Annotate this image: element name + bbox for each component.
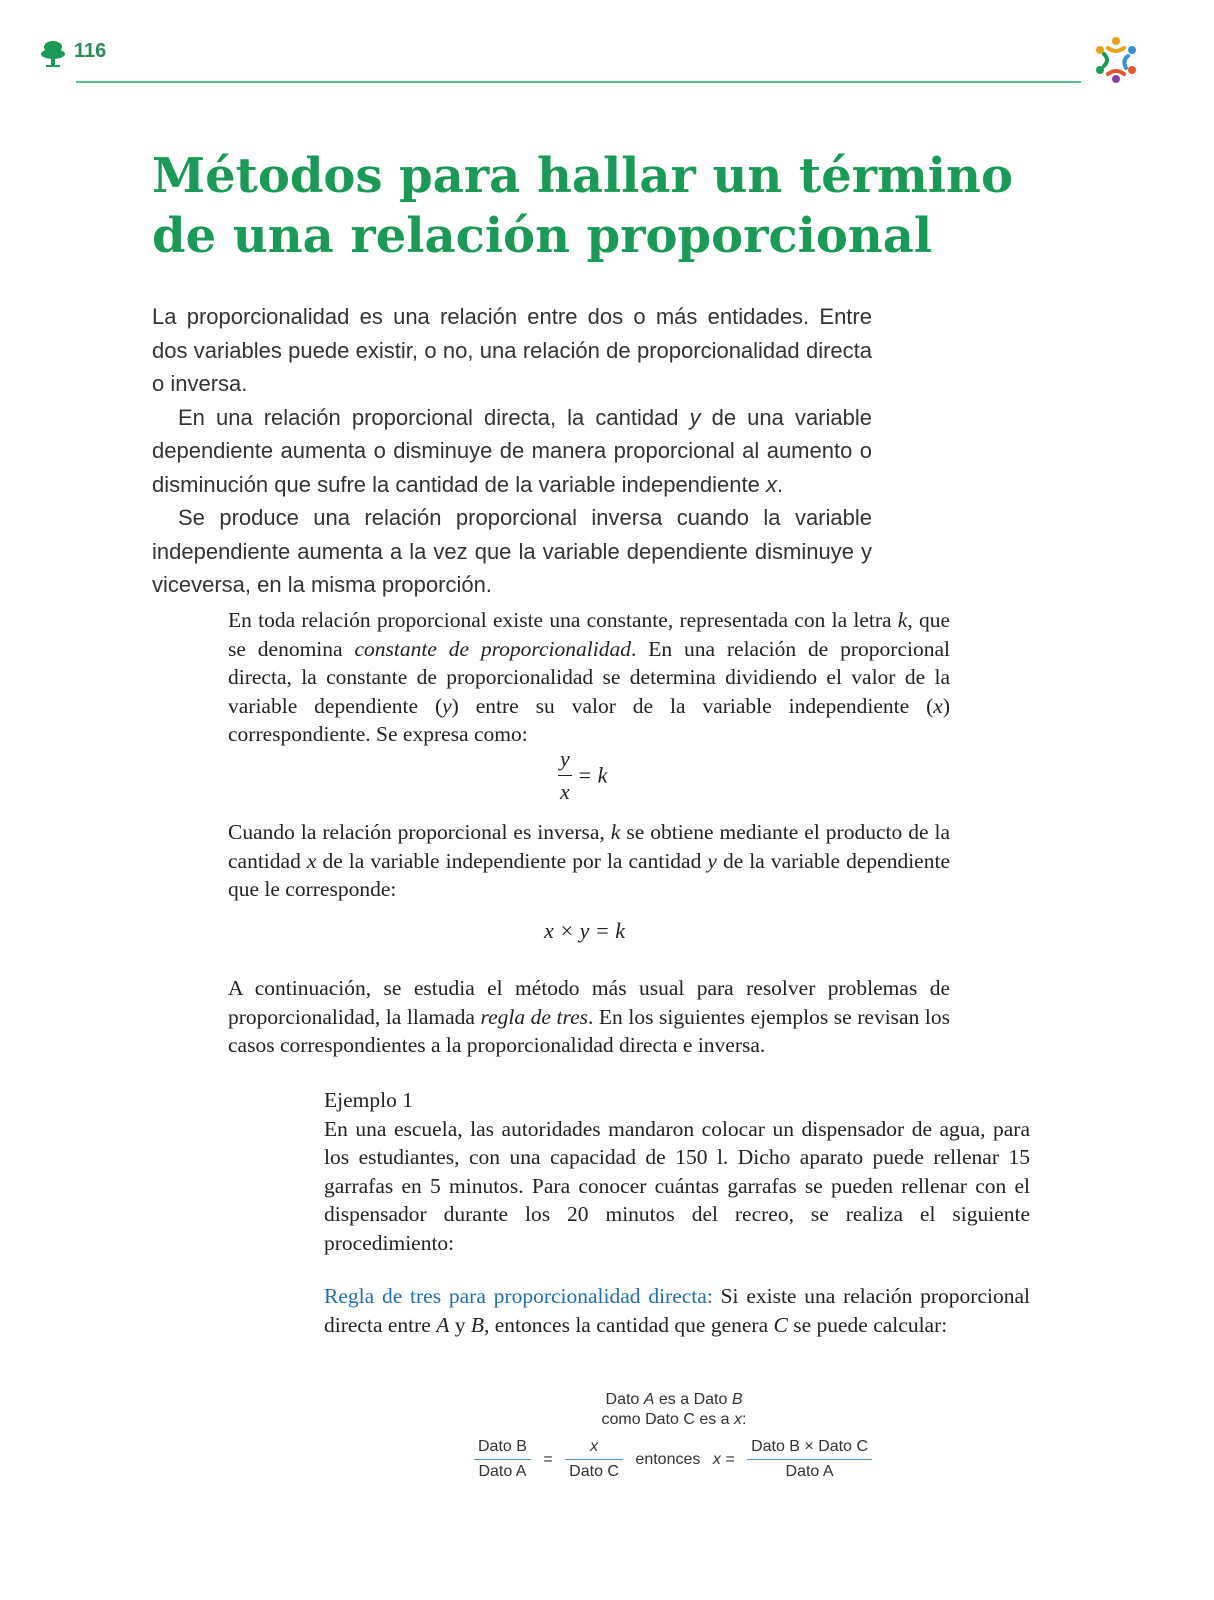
ratio-b-over-a: $\frac{\text{Dato B}}{\text{Dato A}}$ <box>474 1438 531 1481</box>
example-1 <box>324 1086 1030 1257</box>
direct-constant-formula: $\frac{y}{x}$ = k <box>560 746 608 804</box>
intro-paragraph-2: En una relación proporcional directa, la cantidad y de una variable dependiente aumenta o disminuye de manera proporcional al aumento o disminución que sufre la cantidad de la variable independiente x. <box>152 404 872 497</box>
intro-paragraph-3: Se produce una relación proporcional inversa cuando la variable independiente aumenta a la vez que la variable dependiente disminuye y viceversa, en la misma proporción. <box>152 505 872 597</box>
product-over-a: $\frac{\text{Dato B × Dato C}}{\text{Dato A}}$ <box>747 1438 872 1481</box>
figures-circle-logo-icon <box>1088 32 1144 88</box>
method-paragraph: A continuación, se estudia el método más usual para resolver problemas de proporcionalidad, la llamada regla de tres. En los siguientes ejemplos se revisan los casos correspondientes a la proporcionalidad directa e inversa. <box>228 976 950 1057</box>
example-heading: Ejemplo 1 <box>324 1088 413 1112</box>
title-line-1: Métodos para hallar un término <box>152 148 1013 204</box>
rule-of-three-formula: $\frac{\text{Dato B}}{\text{Dato A}}$ = $\frac{x}{\text{Dato C}}$ entonces x = $\frac{\text{Dato B × Dato C}}{\text{Dato A}}$ <box>474 1438 872 1481</box>
example-body: En una escuela, las autoridades mandaron colocar un dispensador de agua, para los estudiantes, con una capacidad de 150 l. Dicho aparato puede rellenar 15 garrafas en 5 minutos. Para conocer cuántas garrafas se pueden rellenar con el dispensador durante los 20 minutos del recreo, se realiza el siguiente procedimiento: <box>324 1116 1030 1255</box>
intro-paragraph-1: La proporcionalidad es una relación entre dos o más entidades. Entre dos variables puede existir, o no, una relación de proporcionalidad directa o inversa. <box>152 304 872 396</box>
rule-caption: Dato A es a Dato B como Dato C es a x: <box>601 1391 747 1428</box>
direct-rule-paragraph: Regla de tres para proporcionalidad directa: Si existe una relación proporcional directa entre A y B, entonces la cantidad que genera C se puede calcular: <box>324 1284 1030 1337</box>
header-rule <box>76 81 1081 83</box>
page-number: 116 <box>74 40 107 62</box>
tree-icon <box>40 38 66 68</box>
inverse-paragraph: Cuando la relación proporcional es inversa, k se obtiene mediante el producto de la cantidad x de la variable independiente por la cantidad y de la variable dependiente que le corresponde: <box>228 820 951 901</box>
ratio-x-over-c: $\frac{x}{\text{Dato C}}$ <box>565 1438 623 1481</box>
title-line-2: de una relación proporcional <box>152 208 933 264</box>
constant-paragraph: En toda relación proporcional existe una constante, representada con la letra k, que se denomina constante de proporcionalidad. En una relación de proporcional directa, la constante de proporcionalidad se determina dividiendo el valor de la variable dependiente (y) entre su valor de la variable independiente (x) correspondiente. Se expresa como: <box>228 608 951 746</box>
intro-section <box>152 300 872 602</box>
page-title <box>152 146 1052 266</box>
rule-title: Regla de tres para proporcionalidad directa: <box>324 1284 713 1308</box>
inverse-constant-formula: x × y = k <box>544 918 625 943</box>
